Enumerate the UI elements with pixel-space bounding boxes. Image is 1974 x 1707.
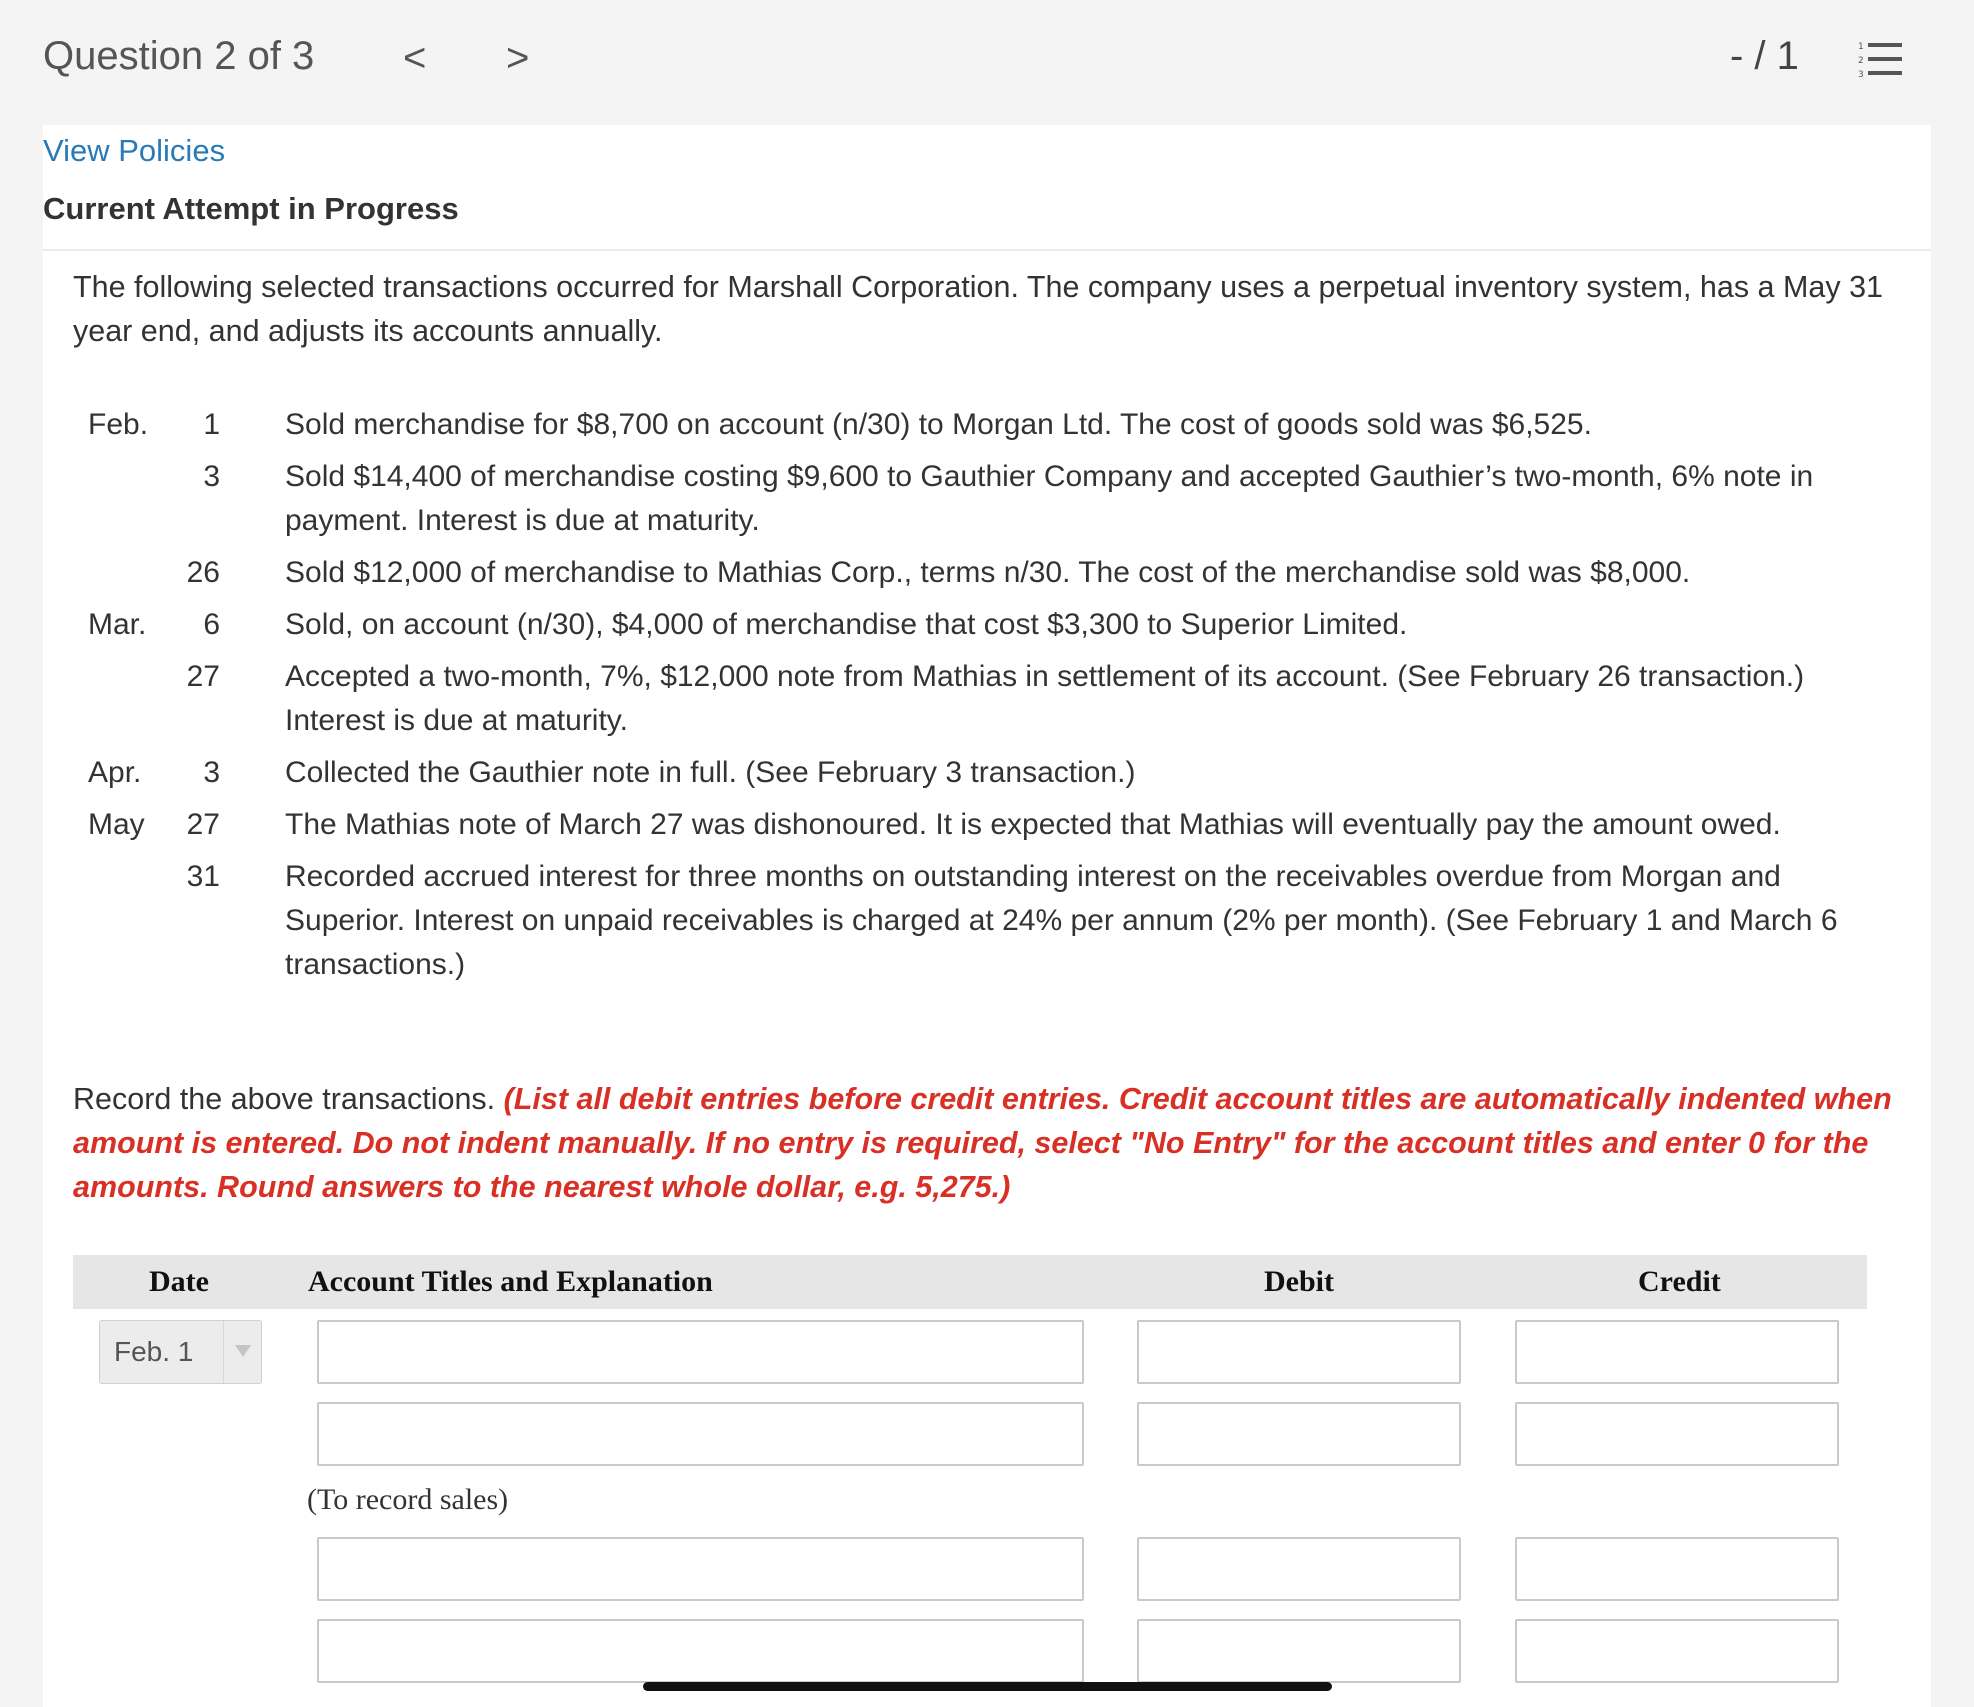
attempt-status: Current Attempt in Progress — [43, 191, 459, 226]
transaction-day: 26 — [186, 556, 220, 589]
svg-text:3: 3 — [1858, 70, 1864, 80]
credit-input[interactable] — [1515, 1402, 1839, 1466]
instructions-note: (List all debit entries before credit entries. Credit account titles are automatically indented when amount is entered. Do not indent manually. If no entry is required, select "No Entry" for the account titles and enter 0 for the amounts. Round answers to the nearest whole dollar, e.g. 5,275.) — [73, 1082, 1892, 1204]
transaction-description: Sold, on account (n/30), $4,000 of merchandise that cost $3,300 to Superior Limited. — [285, 608, 1408, 641]
question-title: Question 2 of 3 — [43, 34, 315, 78]
transaction-description: Collected the Gauthier note in full. (See February 3 transaction.) — [285, 756, 1136, 789]
transaction-month: May — [88, 808, 145, 841]
debit-input[interactable] — [1137, 1320, 1461, 1384]
top-bar — [0, 0, 1974, 125]
account-title-input[interactable] — [317, 1402, 1084, 1466]
date-select-value: Feb. 1 — [114, 1336, 194, 1367]
journal-table-header — [73, 1255, 1867, 1309]
question-card — [43, 125, 1931, 1707]
transaction-description: Sold $14,400 of merchandise costing $9,600 to Gauthier Company and accepted Gauthier’s two-month, 6% note in payment. Interest is due at maturity. — [285, 460, 1814, 537]
transaction-day: 6 — [203, 608, 220, 641]
transaction-day: 27 — [186, 808, 220, 841]
transaction-description: Sold merchandise for $8,700 on account (n/30) to Morgan Ltd. The cost of goods sold was $6,525. — [285, 408, 1592, 441]
credit-column-header: Credit — [1638, 1265, 1721, 1298]
date-select[interactable] — [99, 1320, 262, 1384]
entry-explanation: (To record sales) — [307, 1483, 509, 1516]
transaction-month: Mar. — [88, 608, 147, 641]
debit-input[interactable] — [1137, 1619, 1461, 1683]
credit-input[interactable] — [1515, 1537, 1839, 1601]
view-policies-link[interactable]: View Policies — [43, 133, 226, 168]
numbered-list-icon[interactable] — [1858, 40, 1904, 80]
transaction-description: Sold $12,000 of merchandise to Mathias Corp., terms n/30. The cost of the merchandise sold was $8,000. — [285, 556, 1691, 589]
account-title-input[interactable] — [317, 1619, 1084, 1683]
credit-input[interactable] — [1515, 1619, 1839, 1683]
account-title-input[interactable] — [317, 1320, 1084, 1384]
previous-question-button[interactable]: < — [403, 36, 427, 80]
next-question-button[interactable]: > — [506, 36, 530, 80]
svg-text:2: 2 — [1858, 56, 1864, 66]
divider — [43, 249, 1931, 251]
instructions-lead: Record the above transactions. — [73, 1082, 504, 1116]
transaction-month: Feb. — [88, 408, 149, 441]
transaction-description: Recorded accrued interest for three months on outstanding interest on the receivables overdue from Morgan and Superior. Interest on unpaid receivables is charged at 24% per annum (2% per month). (See February 1 and March 6 transactions.) — [285, 860, 1838, 981]
date-select-separator — [223, 1321, 224, 1383]
question-score: - / 1 — [1730, 34, 1799, 78]
transaction-day: 3 — [203, 756, 220, 789]
transaction-day: 27 — [186, 660, 220, 693]
transaction-description: The Mathias note of March 27 was dishonoured. It is expected that Mathias will eventually pay the amount owed. — [285, 808, 1781, 841]
transaction-day: 31 — [186, 860, 220, 893]
debit-column-header: Debit — [1264, 1265, 1334, 1298]
transaction-day: 1 — [203, 408, 220, 441]
credit-input[interactable] — [1515, 1320, 1839, 1384]
transaction-month: Apr. — [88, 756, 142, 789]
transaction-day: 3 — [203, 460, 220, 493]
debit-input[interactable] — [1137, 1537, 1461, 1601]
problem-intro: The following selected transactions occurred for Marshall Corporation. The company uses a perpetual inventory system, has a May 31 year end, and adjusts its accounts annually. — [73, 270, 1883, 348]
debit-input[interactable] — [1137, 1402, 1461, 1466]
account-title-input[interactable] — [317, 1537, 1084, 1601]
svg-text:1: 1 — [1858, 42, 1864, 52]
home-indicator — [643, 1682, 1332, 1691]
account-column-header: Account Titles and Explanation — [308, 1265, 713, 1298]
chevron-down-icon[interactable] — [235, 1345, 251, 1357]
transaction-description: Accepted a two-month, 7%, $12,000 note from Mathias in settlement of its account. (See February 26 transaction.) Interest is due at maturity. — [285, 660, 1805, 737]
instructions — [73, 1077, 1933, 1209]
date-column-header: Date — [149, 1265, 209, 1298]
